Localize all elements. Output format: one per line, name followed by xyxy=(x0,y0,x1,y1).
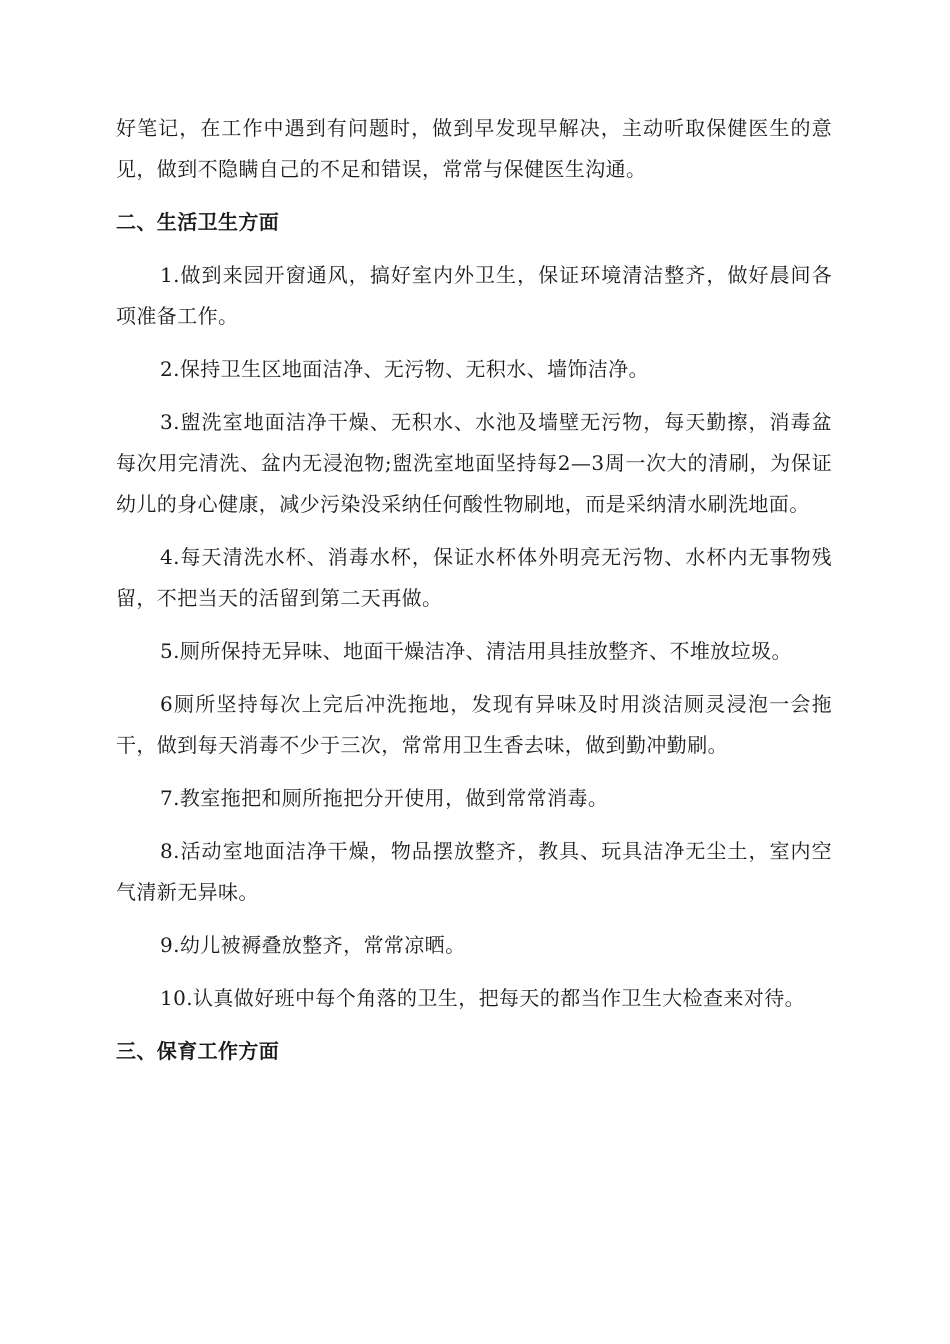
list-item: 6厕所坚持每次上完后冲洗拖地，发现有异味及时用淡洁厕灵浸泡一会拖干，做到每天消毒不少于三次，常常用卫生香去味，做到勤冲勤刷。 xyxy=(116,692,832,757)
list-item: 10.认真做好班中每个角落的卫生，把每天的都当作卫生大检查来对待。 xyxy=(160,986,806,1010)
list-item: 2.保持卫生区地面洁净、无污物、无积水、墙饰洁净。 xyxy=(160,357,650,381)
list-item: 7.教室拖把和厕所拖把分开使用，做到常常消毒。 xyxy=(160,786,609,810)
list-item: 8.活动室地面洁净干燥，物品摆放整齐，教具、玩具洁净无尘土，室内空气清新无异味。 xyxy=(116,839,832,904)
intro-paragraph: 好笔记，在工作中遇到有问题时，做到早发现早解决，主动听取保健医生的意见，做到不隐瞒自己的不足和错误，常常与保健医生沟通。 xyxy=(116,116,832,181)
document-page xyxy=(116,108,832,1072)
list-item: 4.每天清洗水杯、消毒水杯，保证水杯体外明亮无污物、水杯内无事物残留，不把当天的活留到第二天再做。 xyxy=(116,545,832,610)
section-heading-living-hygiene: 二、生活卫生方面 xyxy=(116,210,280,234)
list-item: 9.幼儿被褥叠放整齐，常常凉晒。 xyxy=(160,933,466,957)
list-item: 5.厕所保持无异味、地面干燥洁净、清洁用具挂放整齐、不堆放垃圾。 xyxy=(160,639,792,663)
list-item: 1.做到来园开窗通风，搞好室内外卫生，保证环境清洁整齐，做好晨间各项准备工作。 xyxy=(116,263,832,328)
section-heading-childcare-work: 三、保育工作方面 xyxy=(116,1039,280,1063)
list-item: 3.盥洗室地面洁净干燥、无积水、水池及墙壁无污物，每天勤擦，消毒盆每次用完清洗、盆内无浸泡物;盥洗室地面坚持每2—3周一次大的清刷，为保证幼儿的身心健康，减少污染没采纳任何酸性物刷地，而是采纳清水刷洗地面。 xyxy=(116,410,832,516)
